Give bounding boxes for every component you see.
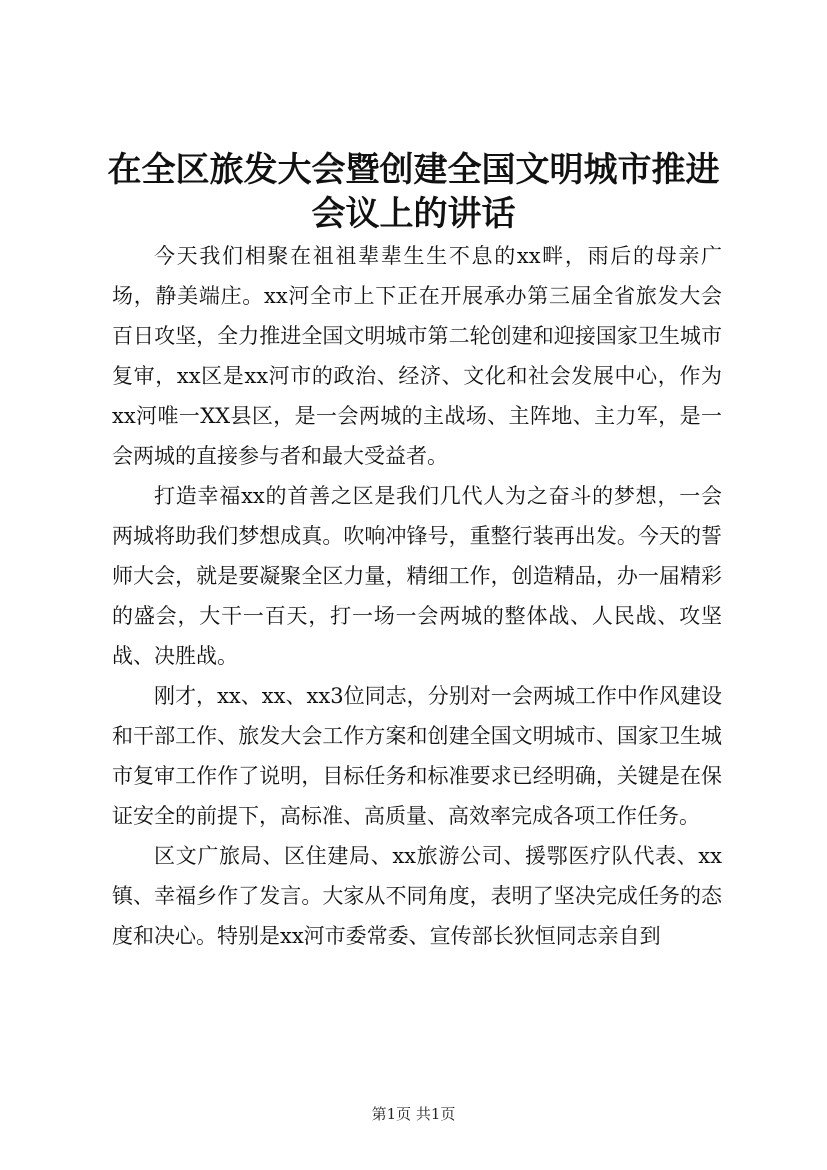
paragraph-1: 今天我们相聚在祖祖辈辈生生不息的xx畔，雨后的母亲广场，静美端庄。xx河全市上下正在开展承办第三届全省旅发大会百日攻坚，全力推进全国文明城市第二轮创建和迎接国家卫生城市复审，xx区是xx河市的政治、经济、文化和社会发展中心，作为xx河唯一XX县区，是一会两城的主战场、主阵地、主力军，是一会两城的直接参与者和最大受益者。 [112,244,722,468]
paragraph-3: 刚才，xx、xx、xx3位同志，分别对一会两城工作中作风建设和干部工作、旅发大会工作方案和创建全国文明城市、国家卫生城市复审工作作了说明，目标任务和标准要求已经明确，关键是在保证安全的前提下，高标准、高质量、高效率完成各项工作任务。 [112,684,722,828]
paragraph-2: 打造幸福xx的首善之区是我们几代人为之奋斗的梦想，一会两城将助我们梦想成真。吹响冲锋号，重整行装再出发。今天的誓师大会，就是要凝聚全区力量，精细工作，创造精品，办一届精彩的盛会，大干一百天，打一场一会两城的整体战、人民战、攻坚战、决胜战。 [112,484,722,668]
document-body [112,236,722,956]
document-title: 在全区旅发大会暨创建全国文明城市推进会议上的讲话 [107,150,720,234]
page-footer: 第1页 共1页 [371,1105,456,1123]
paragraph-4: 区文广旅局、区住建局、xx旅游公司、援鄂医疗队代表、xx镇、幸福乡作了发言。大家从不同角度，表明了坚决完成任务的态度和决心。特别是xx河市委常委、宣传部长狄恒同志亲自到 [112,844,722,948]
